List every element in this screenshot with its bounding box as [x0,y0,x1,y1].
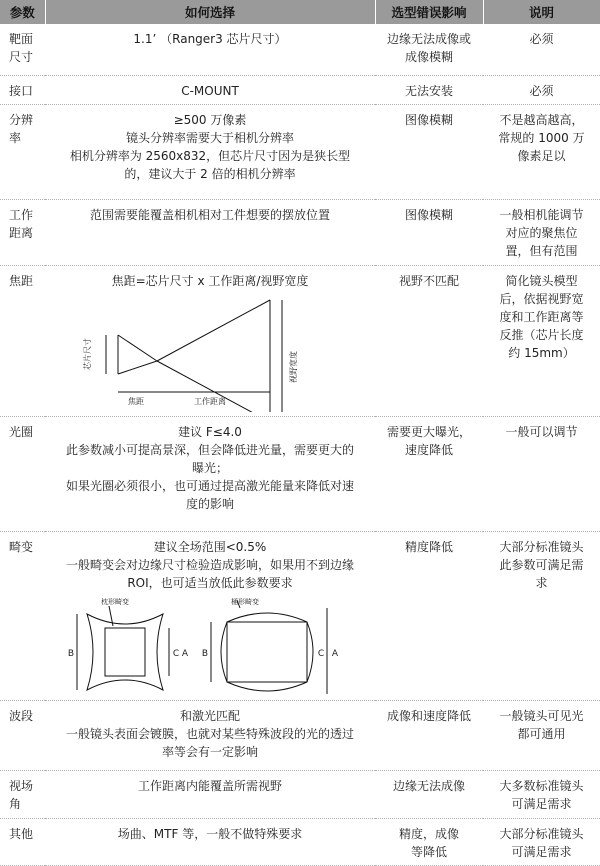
how-cell [45,199,375,265]
param-cell [0,24,45,75]
how-line: 曝光； [191,460,228,475]
table-row [0,104,600,199]
how-cell [45,75,375,104]
impact-cell [375,416,483,531]
how-line: 镜头分辨率需要大于相机分辨率 [125,130,294,145]
note-line: 度和工作距离等 [499,309,584,324]
how-cell [45,818,375,865]
table-row [0,265,600,416]
note-cell [483,700,600,770]
ray-upper-top [118,335,157,361]
table-row [0,199,600,265]
param-cell [0,770,45,818]
how-line: 度的影响 [185,496,234,511]
pincushion-label: 枕形畸变 [101,597,129,606]
note-cell [483,818,600,865]
header-param: 参数 [0,0,45,24]
note-line: 可满足需求 [511,844,572,859]
impact-line: 精度降低 [404,539,453,554]
how-cell [45,700,375,770]
table-row [0,24,600,75]
workdist-label: 工作距离 [194,396,226,406]
param-line: 角 [9,796,22,811]
param-line: 分辨 [9,112,34,127]
pincushion-b-label: B [67,648,75,659]
param-line: 接口 [9,83,34,98]
param-line: 靶面 [9,32,34,46]
how-line: 的，建议大于 2 倍的相机分辨率 [124,166,296,181]
header-row [0,0,600,24]
impact-line: 边缘无法成像或 [386,32,471,46]
how-line: 此参数减小可提高景深，但会降低进光量，需要更大的 [65,442,354,457]
header-impact: 选型错误影响 [375,0,483,24]
how-line: 建议 F≤4.0 [178,424,242,439]
fov-width-label: 视野宽度 [289,350,298,383]
how-line: 场曲、MTF 等，一般不做特殊要求 [117,826,303,841]
impact-cell [375,531,483,700]
how-cell [45,24,375,75]
how-line: 工作距离内能覆盖所需视野 [137,778,282,793]
table-row [0,75,600,104]
note-cell [483,104,600,199]
impact-line: 精度，成像 [398,826,459,841]
note-line: 必须 [529,83,554,98]
note-line: 后，依据视野宽 [499,291,584,306]
barrel-shape [221,613,313,691]
how-line: C-MOUNT [181,83,239,98]
how-line: 率等会有一定影响 [161,744,258,759]
impact-cell [375,75,483,104]
table-row [0,700,600,770]
impact-cell [375,818,483,865]
note-line: 可满足需求 [511,796,572,811]
table-row [0,531,600,700]
param-line: 工作 [9,207,34,222]
note-cell [483,75,600,104]
param-cell [0,531,45,700]
param-line: 率 [9,130,22,145]
table-row [0,818,600,865]
table-row [0,770,600,818]
impact-cell [375,104,483,199]
note-line: 此参数可满足需 [499,557,584,572]
note-line: 一般可以调节 [505,424,578,439]
how-line: 1.1’ （Ranger3 芯片尺寸） [133,32,287,46]
param-line: 畸变 [9,539,34,554]
param-line: 波段 [9,708,34,723]
pincushion-reference-rect [105,628,145,676]
how-line: 焦距=芯片尺寸 x 工作距离/视野宽度 [111,273,309,288]
param-line: 视场 [9,778,34,793]
impact-line: 等降低 [410,844,447,859]
note-line: 一般镜头可见光 [499,708,584,723]
note-line: 对应的聚焦位 [505,225,578,240]
param-cell [0,700,45,770]
focal-length-diagram [60,292,360,412]
pincushion-shape [87,614,163,690]
how-cell [45,104,375,199]
note-line: 简化镜头模型 [505,273,578,288]
note-cell [483,24,600,75]
note-line: 大部分标准镜头 [499,826,584,841]
ray-lower-top [157,300,270,361]
how-cell [45,531,375,700]
how-line: 相机分辨率为 2560x832，但芯片尺寸因为是狭长型 [69,148,351,163]
impact-cell [375,199,483,265]
pincushion-c-label: C [172,648,180,659]
header-note: 说明 [483,0,600,24]
note-cell [483,770,600,818]
param-line: 尺寸 [9,50,34,64]
note-line: 大多数标准镜头 [499,778,584,793]
note-line: 一般相机能调节 [499,207,584,222]
note-line: 都可通用 [517,726,566,741]
how-cell [45,416,375,531]
note-line: 求 [535,575,548,590]
note-line: 像素足以 [517,148,566,163]
chip-size-label: 芯片尺寸 [83,337,92,370]
param-cell [0,416,45,531]
impact-cell [375,700,483,770]
note-line: 大部分标准镜头 [499,539,584,554]
header-how: 如何选择 [45,0,375,24]
impact-line: 视野不匹配 [398,273,459,288]
note-cell [483,416,600,531]
impact-line: 成像和速度降低 [386,708,471,723]
param-cell [0,104,45,199]
impact-cell [375,24,483,75]
barrel-label: 桶形畸变 [231,597,259,606]
how-line: 和激光匹配 [179,708,240,723]
barrel-b-label: B [201,648,209,659]
note-line: 必须 [529,32,554,46]
distortion-diagram [65,596,355,696]
note-line: 常规的 1000 万 [498,130,585,145]
param-cell [0,199,45,265]
how-line: 建议全场范围<0.5% [153,539,267,554]
how-line: 一般畸变会对边缘尺寸检验造成影响，如果用不到边缘 [65,557,354,572]
note-line: 置，但有范围 [505,243,578,258]
note-line: 反推（芯片长度 [499,327,584,342]
impact-line: 速度降低 [404,442,453,457]
barrel-reference-rect [227,622,307,682]
barrel-c-label: C [317,648,325,659]
param-cell [0,818,45,865]
how-cell [45,770,375,818]
how-line: 范围需要能覆盖相机相对工件想要的摆放位置 [89,207,330,222]
impact-line: 图像模糊 [404,207,453,222]
ray-upper-bottom [118,361,157,374]
param-line: 距离 [9,225,34,240]
param-line: 其他 [9,826,34,841]
param-line: 光圈 [9,424,34,439]
barrel-a-label: A [331,648,339,659]
impact-line: 无法安装 [404,83,453,98]
how-line: 如果光圈必须很小，也可通过提高激光能量来降低对速 [65,478,354,493]
param-cell [0,75,45,104]
impact-cell [375,265,483,416]
note-cell [483,531,600,700]
param-cell [0,265,45,416]
impact-line: 图像模糊 [404,112,453,127]
note-cell [483,265,600,416]
how-line: ≥500 万像素 [173,112,247,127]
impact-line: 需要更大曝光， [386,424,471,439]
impact-line: 边缘无法成像 [392,778,465,793]
note-cell [483,199,600,265]
param-line: 焦距 [9,273,34,288]
note-line: 约 15mm） [508,345,575,360]
how-cell [45,265,375,416]
focal-label: 焦距 [128,396,144,406]
note-line: 不是越高越高， [499,112,584,127]
how-line: ROI，也可适当放低此参数要求 [127,575,293,590]
table-row [0,416,600,531]
how-line: 一般镜头表面会镀膜，也就对某些特殊波段的光的透过 [65,726,354,741]
impact-line: 成像模糊 [404,50,453,64]
pincushion-a-label: A [181,648,189,659]
impact-cell [375,770,483,818]
